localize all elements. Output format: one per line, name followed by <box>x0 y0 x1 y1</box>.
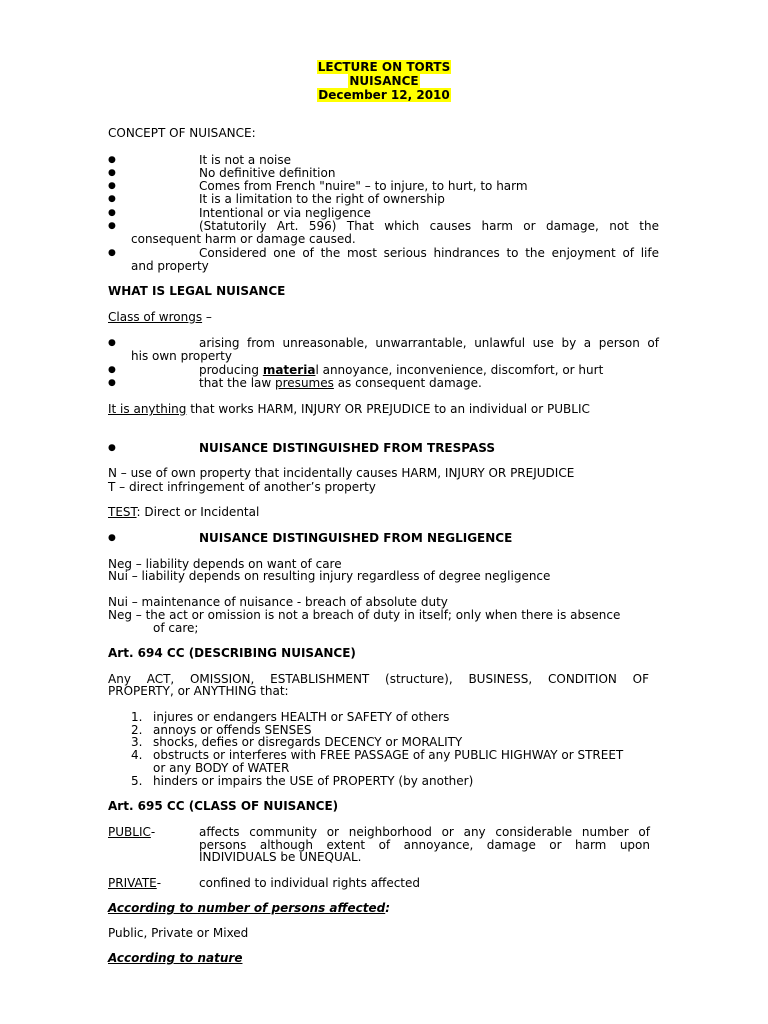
negligence-nui1: Nui – liability depends on resulting injury regardless of degree negligence <box>108 569 551 583</box>
anything-rest: that works HARM, INJURY OR PREJUDICE to an individual or PUBLIC <box>186 402 590 416</box>
anything-underlined: It is anything <box>108 402 187 416</box>
art694-number-3: 3. <box>131 735 143 749</box>
art694-item-5: hinders or impairs the USE of PROPERTY (by another) <box>153 774 474 788</box>
legal-bullet-3-pre: that the law <box>199 376 276 390</box>
title-line-3: December 12, 2010 <box>318 88 450 102</box>
bullet-icon: ● <box>108 208 116 218</box>
test-rest: : Direct or Incidental <box>136 505 260 519</box>
persons-heading-line <box>108 901 390 915</box>
art695-heading: Art. 695 CC (CLASS OF NUISANCE) <box>108 799 339 813</box>
bullet-icon: ● <box>108 338 116 348</box>
art694-item-1: injures or endangers HEALTH or SAFETY of others <box>153 710 450 724</box>
persons-text: Public, Private or Mixed <box>108 926 249 940</box>
negligence-neg2-line-1: Neg – the act or omission is not a breach of duty in itself; only when there is absence <box>108 608 621 622</box>
anything-line <box>108 402 590 416</box>
art694-heading: Art. 694 CC (DESCRIBING NUISANCE) <box>108 646 356 660</box>
class-of-wrongs <box>108 310 212 324</box>
art694-item-4: obstructs or interferes with FREE PASSAGE of any PUBLIC HIGHWAY or STREET <box>153 748 624 762</box>
public-label-line <box>108 825 155 839</box>
legal-bullet-3-underlined: presumes <box>275 376 334 390</box>
private-label: PRIVATE <box>108 876 157 890</box>
art694-number-4: 4. <box>131 748 143 762</box>
legal-bullet-2 <box>199 363 603 377</box>
concept-item-2: No definitive definition <box>199 166 336 180</box>
public-text-line-3: INDIVIDUALS be UNEQUAL. <box>199 850 362 864</box>
legal-heading: WHAT IS LEGAL NUISANCE <box>108 284 286 298</box>
bullet-icon: ● <box>108 221 116 231</box>
art694-number-2: 2. <box>131 723 143 737</box>
nature-heading: According to nature <box>108 951 243 965</box>
negligence-nui2: Nui – maintenance of nuisance - breach of absolute duty <box>108 595 448 609</box>
concept-item-3: Comes from French "nuire" – to injure, to hurt, to harm <box>199 179 528 193</box>
concept-item-1: It is not a noise <box>199 153 292 167</box>
art694-item-3: shocks, defies or disregards DECENCY or MORALITY <box>153 735 463 749</box>
legal-bullet-3-post: as consequent damage. <box>333 376 482 390</box>
concept-item-6-line-2: consequent harm or damage caused. <box>131 232 356 246</box>
bullet-icon: ● <box>108 155 116 165</box>
art694-item-2: annoys or offends SENSES <box>153 723 312 737</box>
public-text-line-2: persons although extent of annoyance, damage or harm upon <box>199 838 650 852</box>
public-label: PUBLIC <box>108 825 151 839</box>
persons-colon: : <box>385 901 391 915</box>
concept-item-5: Intentional or via negligence <box>199 206 371 220</box>
title-line-2: NUISANCE <box>349 74 419 88</box>
legal-bullet-2-post: l annoyance, inconvenience, discomfort, or hurt <box>315 363 604 377</box>
class-of-wrongs-dash: – <box>202 310 212 324</box>
art694-item-4-continued: or any BODY of WATER <box>153 761 290 775</box>
negligence-neg2-line-2: of care; <box>153 621 199 635</box>
art694-number-5: 5. <box>131 774 143 788</box>
document-title <box>0 60 768 102</box>
legal-bullet-3 <box>199 376 482 390</box>
negligence-neg1: Neg – liability depends on want of care <box>108 557 342 571</box>
legal-bullet-2-bold: materia <box>262 363 316 377</box>
public-text-line-1: affects community or neighborhood or any considerable number of <box>199 825 650 839</box>
public-dash: - <box>150 825 156 839</box>
private-dash: - <box>156 876 162 890</box>
bullet-icon: ● <box>108 443 116 453</box>
art694-intro-line-2: PROPERTY, or ANYTHING that: <box>108 684 289 698</box>
art694-intro-line-1: Any ACT, OMISSION, ESTABLISHMENT (structure), BUSINESS, CONDITION OF <box>108 672 649 686</box>
trespass-test <box>108 505 259 519</box>
bullet-icon: ● <box>108 378 116 388</box>
private-text: confined to individual rights affected <box>199 876 421 890</box>
trespass-t: T – direct infringement of another’s property <box>108 480 376 494</box>
bullet-icon: ● <box>108 194 116 204</box>
trespass-heading: NUISANCE DISTINGUISHED FROM TRESPASS <box>199 441 495 455</box>
bullet-icon: ● <box>108 168 116 178</box>
test-label: TEST <box>108 505 137 519</box>
concept-item-7-line-1: Considered one of the most serious hindrances to the enjoyment of life <box>199 246 659 260</box>
legal-bullet-1-line-2: his own property <box>131 349 232 363</box>
concept-item-7-line-2: and property <box>131 259 209 273</box>
concept-item-6-line-1: (Statutorily Art. 596) That which causes harm or damage, not the <box>199 219 659 233</box>
negligence-heading: NUISANCE DISTINGUISHED FROM NEGLIGENCE <box>199 531 513 545</box>
bullet-icon: ● <box>108 365 116 375</box>
persons-heading: According to number of persons affected <box>108 901 386 915</box>
trespass-n: N – use of own property that incidentally causes HARM, INJURY OR PREJUDICE <box>108 466 575 480</box>
legal-bullet-2-pre: producing <box>199 363 263 377</box>
title-line-1: LECTURE ON TORTS <box>317 60 451 74</box>
concept-heading: CONCEPT OF NUISANCE: <box>108 126 256 140</box>
art694-number-1: 1. <box>131 710 143 724</box>
bullet-icon: ● <box>108 248 116 258</box>
concept-item-4: It is a limitation to the right of ownership <box>199 192 445 206</box>
bullet-icon: ● <box>108 533 116 543</box>
bullet-icon: ● <box>108 181 116 191</box>
private-label-line <box>108 876 161 890</box>
legal-bullet-1-line-1: arising from unreasonable, unwarrantable, unlawful use by a person of <box>199 336 659 350</box>
class-of-wrongs-label: Class of wrongs <box>108 310 203 324</box>
